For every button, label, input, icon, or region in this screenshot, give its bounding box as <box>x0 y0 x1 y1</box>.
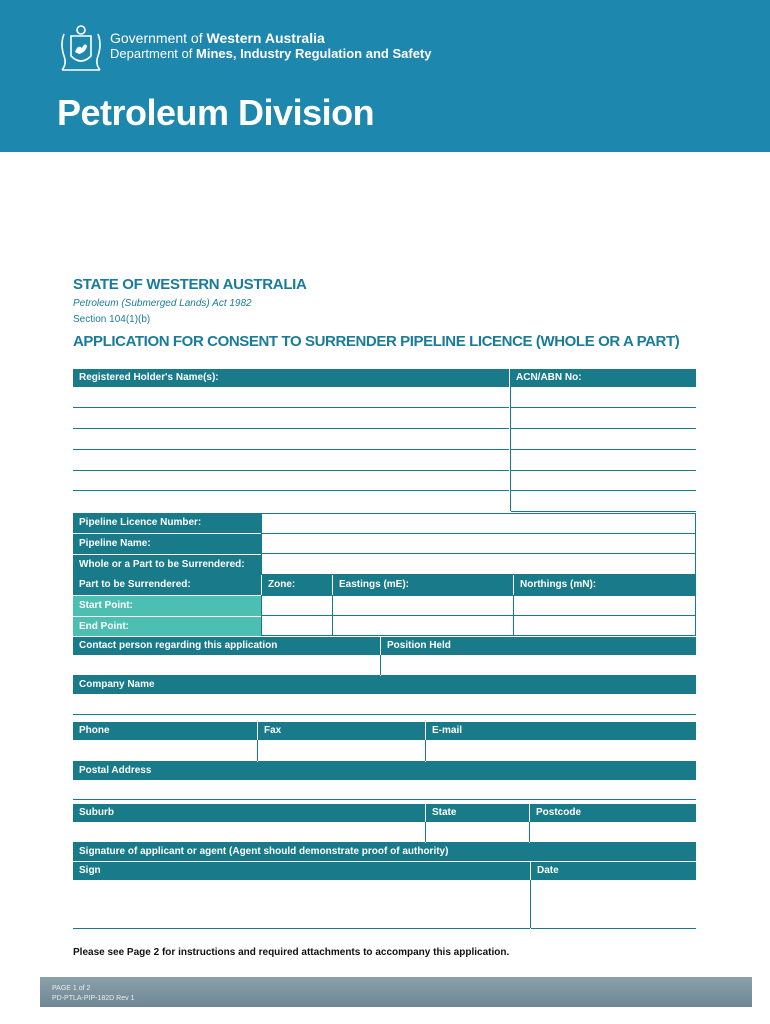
page-header <box>0 0 770 152</box>
pipeline-name-field[interactable] <box>261 533 696 554</box>
northings-label: Northings (mN): <box>513 575 696 595</box>
acn-line-2[interactable] <box>511 428 696 429</box>
part-to-be-surrendered-label: Part to be Surrendered: <box>73 575 261 595</box>
company-name-label: Company Name <box>73 676 696 694</box>
department-name: Department of Mines, Industry Regulation and Safety <box>110 46 432 61</box>
acn-line-4[interactable] <box>511 470 696 471</box>
fax-label: Fax <box>257 722 425 740</box>
signature-heading: Signature of applicant or agent (Agent should demonstrate proof of authority) <box>73 843 696 861</box>
position-held-label: Position Held <box>380 637 696 655</box>
act-reference: Petroleum (Submerged Lands) Act 1982 <box>73 298 252 309</box>
acn-abn-label: ACN/ABN No: <box>510 369 696 387</box>
end-eastings-field[interactable] <box>332 615 514 636</box>
wa-coat-of-arms-icon <box>58 22 104 74</box>
pipeline-licence-number-field[interactable] <box>261 513 696 534</box>
division-title: Petroleum Division <box>57 92 375 133</box>
company-name-field[interactable] <box>73 714 696 715</box>
postcode-label: Postcode <box>529 804 696 822</box>
holder-name-line-3[interactable] <box>73 449 509 450</box>
acn-line-1[interactable] <box>511 407 696 408</box>
date-field[interactable] <box>531 928 696 929</box>
government-name: Government of Western Australia <box>110 30 325 46</box>
state-heading: STATE OF WESTERN AUSTRALIA <box>73 276 307 293</box>
start-point-label: Start Point: <box>73 596 261 616</box>
eastings-label: Eastings (mE): <box>332 575 513 595</box>
postal-address-field[interactable] <box>73 799 696 800</box>
instructions-note: Please see Page 2 for instructions and required attachments to accompany this application. <box>73 947 510 958</box>
contact-person-label: Contact person regarding this application <box>73 637 380 655</box>
acn-line-3[interactable] <box>511 449 696 450</box>
acn-line-5[interactable] <box>511 490 696 491</box>
zone-label: Zone: <box>261 575 332 595</box>
page-footer <box>40 977 752 1007</box>
start-zone-field[interactable] <box>261 595 333 616</box>
holder-name-line-1[interactable] <box>73 407 509 408</box>
holder-name-line-2[interactable] <box>73 428 509 429</box>
end-northings-field[interactable] <box>513 615 696 636</box>
email-label: E-mail <box>425 722 696 740</box>
sign-label: Sign <box>73 862 530 880</box>
phone-label: Phone <box>73 722 257 740</box>
pipeline-name-label: Pipeline Name: <box>73 534 261 554</box>
holder-name-line-4[interactable] <box>73 470 509 471</box>
page-number: PAGE 1 of 2 <box>52 985 91 992</box>
whole-or-part-field[interactable] <box>261 553 696 575</box>
state-label: State <box>425 804 529 822</box>
registered-holders-label: Registered Holder's Name(s): <box>73 369 509 387</box>
suburb-label: Suburb <box>73 804 425 822</box>
form-code: PD-PTLA-PIP-182D Rev 1 <box>52 995 135 1002</box>
postal-address-label: Postal Address <box>73 762 696 780</box>
end-zone-field[interactable] <box>261 615 333 636</box>
start-northings-field[interactable] <box>513 595 696 616</box>
end-point-label: End Point: <box>73 617 261 636</box>
start-eastings-field[interactable] <box>332 595 514 616</box>
date-label: Date <box>530 862 696 880</box>
form-title: APPLICATION FOR CONSENT TO SURRENDER PIPELINE LICENCE (WHOLE OR A PART) <box>73 333 680 350</box>
section-reference: Section 104(1)(b) <box>73 314 151 325</box>
holder-name-line-5[interactable] <box>73 490 509 491</box>
sign-field[interactable] <box>73 928 530 929</box>
pipeline-licence-number-label: Pipeline Licence Number: <box>73 513 261 533</box>
whole-or-part-label: Whole or a Part to be Surrendered: <box>73 555 261 575</box>
